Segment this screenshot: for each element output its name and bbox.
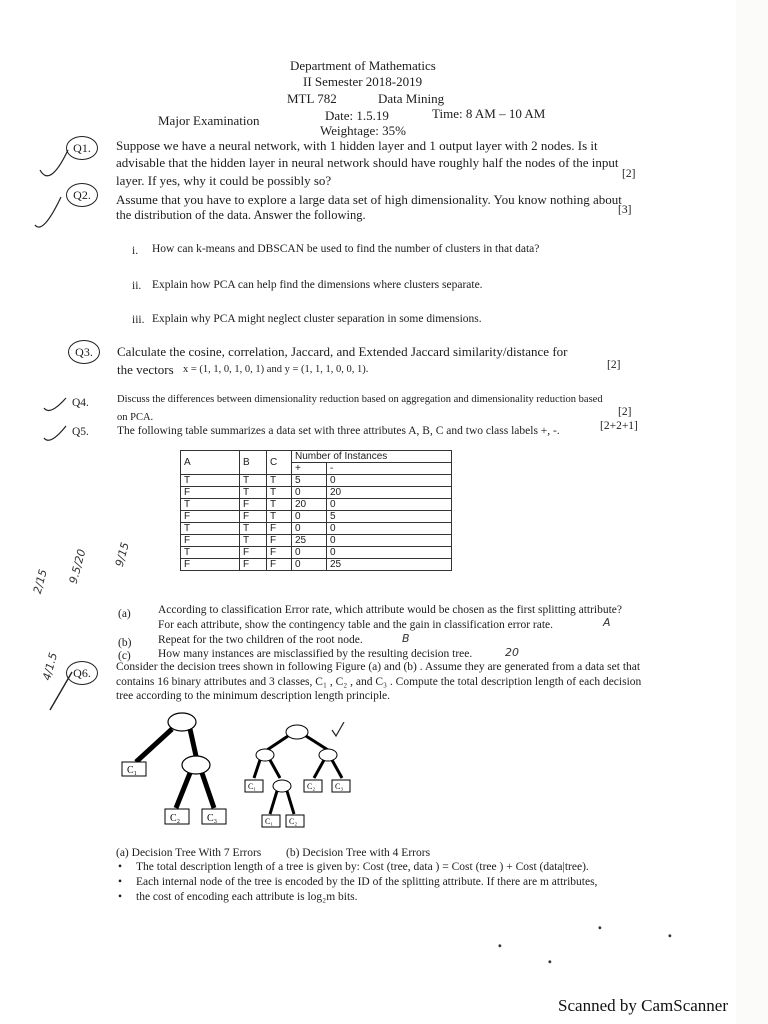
tree-a-edge bbox=[190, 729, 196, 756]
table-cell: 20 bbox=[327, 487, 452, 499]
q5-text: The following table summarizes a data set with three attributes A, B, C and two class labels +, -. bbox=[117, 425, 560, 437]
table-row bbox=[181, 487, 452, 499]
q3-vectors: x = (1, 1, 0, 1, 0, 1) and y = (1, 1, 1, 0, 0, 1). bbox=[183, 364, 369, 375]
bullet-3: the cost of encoding each attribute is log₂m bits. bbox=[136, 891, 358, 903]
scanner-watermark: Scanned by CamScanner bbox=[558, 996, 728, 1015]
table-row bbox=[181, 547, 452, 559]
q4-line1: Discuss the differences between dimensionality reduction based on aggregation and dimensionality reduction based bbox=[117, 394, 603, 405]
tree-a-edge bbox=[176, 773, 190, 808]
col-instances: Number of Instances bbox=[292, 451, 452, 463]
q2-marks: [3] bbox=[618, 204, 632, 216]
q1-marks: [2] bbox=[622, 168, 636, 180]
table-cell: 5 bbox=[327, 511, 452, 523]
table-cell: F bbox=[267, 547, 292, 559]
table-cell: 0 bbox=[327, 475, 452, 487]
bullet-icon: • bbox=[118, 891, 123, 903]
q2-part-i-label: i. bbox=[132, 245, 139, 257]
tree-b-leaf-label: C₁ bbox=[265, 817, 274, 826]
tree-a-internal-node bbox=[182, 756, 210, 774]
table-cell: 0 bbox=[327, 523, 452, 535]
q5-a-label: (a) bbox=[118, 608, 131, 620]
table-cell: 5 bbox=[292, 475, 327, 487]
tree-b-leaf-label: C₂ bbox=[307, 782, 316, 791]
table-cell: F bbox=[267, 535, 292, 547]
q6-number: Q6. bbox=[66, 661, 98, 685]
tree-b-internal-node bbox=[273, 780, 291, 792]
table-cell: 0 bbox=[327, 499, 452, 511]
q5-a-line1: According to classification Error rate, which attribute would be chosen as the first splitting attribute? bbox=[158, 604, 623, 616]
course-name: Data Mining bbox=[378, 91, 445, 106]
table-row bbox=[181, 535, 452, 547]
q4-number: Q4. bbox=[72, 397, 89, 409]
tree-b-edge bbox=[254, 760, 260, 778]
q3-line1: Calculate the cosine, correlation, Jaccard, and Extended Jaccard similarity/distance for bbox=[117, 344, 568, 359]
margin-note: 4/1.5 bbox=[40, 651, 61, 682]
table-cell: 0 bbox=[292, 547, 327, 559]
tree-b-edge bbox=[270, 791, 277, 814]
svg-text:•: • bbox=[494, 941, 508, 952]
q6-line3: tree according to the minimum description length principle. bbox=[116, 690, 391, 702]
tree-b-edge bbox=[287, 791, 294, 814]
q6-line2: contains 16 binary attributes and 3 classes, C₁ , C₂ , and C₃ . Compute the total description length of each decision bbox=[116, 676, 642, 688]
table-cell: 25 bbox=[292, 535, 327, 547]
exam-date: Date: 1.5.19 bbox=[325, 108, 389, 123]
table-cell: F bbox=[181, 511, 240, 523]
q1-line2: advisable that the hidden layer in neural network should have roughly half the nodes of the input bbox=[116, 155, 619, 170]
check-mark-icon bbox=[332, 722, 344, 736]
table-cell: 25 bbox=[327, 559, 452, 571]
table-cell: F bbox=[181, 559, 240, 571]
table-cell: 0 bbox=[292, 511, 327, 523]
weightage: Weightage: 35% bbox=[320, 123, 406, 138]
table-cell: 0 bbox=[327, 547, 452, 559]
tree-b-leaf-label: C₃ bbox=[335, 782, 344, 791]
bullet-icon: • bbox=[118, 861, 123, 873]
table-row bbox=[181, 475, 452, 487]
table-cell: T bbox=[267, 475, 292, 487]
q4-line2: on PCA. bbox=[117, 412, 154, 423]
margin-ticks bbox=[30, 130, 90, 240]
table-cell: F bbox=[240, 559, 267, 571]
bullet-icon: • bbox=[118, 876, 123, 888]
table-cell: 0 bbox=[327, 535, 452, 547]
table-cell: T bbox=[240, 523, 267, 535]
table-cell: F bbox=[240, 547, 267, 559]
tree-a-root-node bbox=[168, 713, 196, 731]
q1-number: Q1. bbox=[66, 136, 98, 160]
table-cell: F bbox=[240, 499, 267, 511]
tree-b-edge bbox=[270, 760, 280, 778]
q5-b-label: (b) bbox=[118, 637, 132, 649]
margin-note: 2/15 bbox=[30, 567, 50, 596]
col-minus: - bbox=[327, 463, 452, 475]
caption-a: (a) Decision Tree With 7 Errors bbox=[116, 847, 262, 859]
tree-a-leaf-c1-label: C₁ bbox=[127, 765, 138, 776]
tree-b-edge bbox=[267, 736, 288, 750]
table-cell: F bbox=[267, 559, 292, 571]
table-cell: T bbox=[181, 523, 240, 535]
q1-line3: layer. If yes, why it could be possibly so? bbox=[116, 173, 332, 188]
q6-line1: Consider the decision trees shown in following Figure (a) and (b) . Assume they are generated from a data set that bbox=[116, 661, 641, 673]
tree-b-right-node bbox=[319, 749, 337, 761]
table-cell: F bbox=[181, 487, 240, 499]
table-cell: T bbox=[240, 475, 267, 487]
tree-a-edge bbox=[136, 729, 172, 762]
svg-text:•: • bbox=[594, 923, 608, 934]
department-title: Department of Mathematics bbox=[290, 58, 436, 73]
tree-a-edge bbox=[202, 773, 214, 808]
tree-b-diagram bbox=[240, 722, 370, 832]
margin-strike-q6 bbox=[40, 660, 80, 720]
q2-part-iii-label: iii. bbox=[132, 314, 145, 326]
tree-b-leaf-label: C₂ bbox=[289, 817, 298, 826]
table-cell: T bbox=[267, 511, 292, 523]
margin-note: 9/15 bbox=[112, 540, 132, 569]
q5-c-label: (c) bbox=[118, 650, 131, 662]
q5-b-line1: Repeat for the two children of the root node. bbox=[158, 634, 363, 646]
col-b: B bbox=[240, 451, 267, 475]
table-cell: T bbox=[181, 499, 240, 511]
tree-a-leaf-c3-label: C₃ bbox=[207, 813, 218, 824]
handwritten-b: B bbox=[402, 632, 410, 645]
table-cell: T bbox=[181, 547, 240, 559]
exam-type: Major Examination bbox=[158, 113, 260, 128]
semester: II Semester 2018-2019 bbox=[303, 74, 423, 89]
table-cell: T bbox=[267, 487, 292, 499]
q2-part-ii: Explain how PCA can help find the dimensions where clusters separate. bbox=[152, 279, 483, 291]
q5-c-line1: How many instances are misclassified by the resulting decision tree. bbox=[158, 648, 473, 660]
q4-marks: [2] bbox=[618, 406, 632, 418]
q5-a-line2: For each attribute, show the contingency table and the gain in classification error rate. bbox=[158, 619, 554, 631]
q2-part-ii-label: ii. bbox=[132, 280, 142, 292]
table-cell: F bbox=[267, 523, 292, 535]
col-c: C bbox=[267, 451, 292, 475]
q2-line1: Assume that you have to explore a large data set of high dimensionality. You know nothing about bbox=[116, 192, 622, 207]
table-cell: 20 bbox=[292, 499, 327, 511]
tree-a-leaf-c2-label: C₂ bbox=[170, 813, 181, 824]
q2-part-iii: Explain why PCA might neglect cluster separation in some dimensions. bbox=[152, 313, 482, 325]
svg-text:•: • bbox=[664, 931, 678, 942]
caption-b: (b) Decision Tree with 4 Errors bbox=[286, 847, 431, 859]
margin-note: 9.5/20 bbox=[66, 547, 89, 586]
course-code: MTL 782 bbox=[287, 91, 337, 106]
tree-a-diagram bbox=[110, 710, 250, 835]
q2-number: Q2. bbox=[66, 183, 98, 207]
col-plus: + bbox=[292, 463, 327, 475]
svg-text:•: • bbox=[544, 957, 558, 968]
table-cell: F bbox=[181, 535, 240, 547]
tree-b-root-node bbox=[286, 725, 308, 739]
handwritten-a: A bbox=[603, 616, 611, 629]
margin-ticks-q4q5 bbox=[40, 390, 80, 450]
table-cell: 0 bbox=[292, 559, 327, 571]
q2-part-i: How can k-means and DBSCAN be used to find the number of clusters in that data? bbox=[152, 243, 540, 255]
table-cell: F bbox=[240, 511, 267, 523]
instances-table bbox=[180, 450, 452, 571]
exam-time: Time: 8 AM – 10 AM bbox=[432, 106, 546, 121]
q1-line1: Suppose we have a neural network, with 1 hidden layer and 1 output layer with 2 nodes. Is it bbox=[116, 138, 598, 153]
q5-marks: [2+2+1] bbox=[600, 420, 638, 432]
table-cell: 0 bbox=[292, 487, 327, 499]
table-cell: 0 bbox=[292, 523, 327, 535]
q5-number: Q5. bbox=[72, 426, 89, 438]
q3-marks: [2] bbox=[607, 359, 621, 371]
col-a: A bbox=[181, 451, 240, 475]
q3-number: Q3. bbox=[68, 340, 100, 364]
tree-b-edge bbox=[306, 736, 328, 750]
tree-b-leaf-label: C₁ bbox=[248, 782, 257, 791]
handwritten-c: 20 bbox=[505, 646, 519, 659]
tree-b-edge bbox=[332, 760, 342, 778]
table-cell: T bbox=[267, 499, 292, 511]
tree-b-edge bbox=[314, 760, 324, 778]
table-row bbox=[181, 559, 452, 571]
handwritten-scribbles bbox=[490, 910, 700, 990]
table-cell: T bbox=[240, 487, 267, 499]
table-cell: T bbox=[240, 535, 267, 547]
table-row bbox=[181, 511, 452, 523]
q3-line2a: the vectors bbox=[117, 362, 174, 377]
bullet-2: Each internal node of the tree is encoded by the ID of the splitting attribute. If there are m attributes, bbox=[136, 876, 598, 888]
table-row bbox=[181, 499, 452, 511]
table-row bbox=[181, 523, 452, 535]
q2-line2: the distribution of the data. Answer the following. bbox=[116, 208, 366, 222]
table-cell: T bbox=[181, 475, 240, 487]
bullet-1: The total description length of a tree is given by: Cost (tree, data ) = Cost (tree ) + Cost (data|tree). bbox=[136, 861, 589, 873]
tree-b-left-node bbox=[256, 749, 274, 761]
